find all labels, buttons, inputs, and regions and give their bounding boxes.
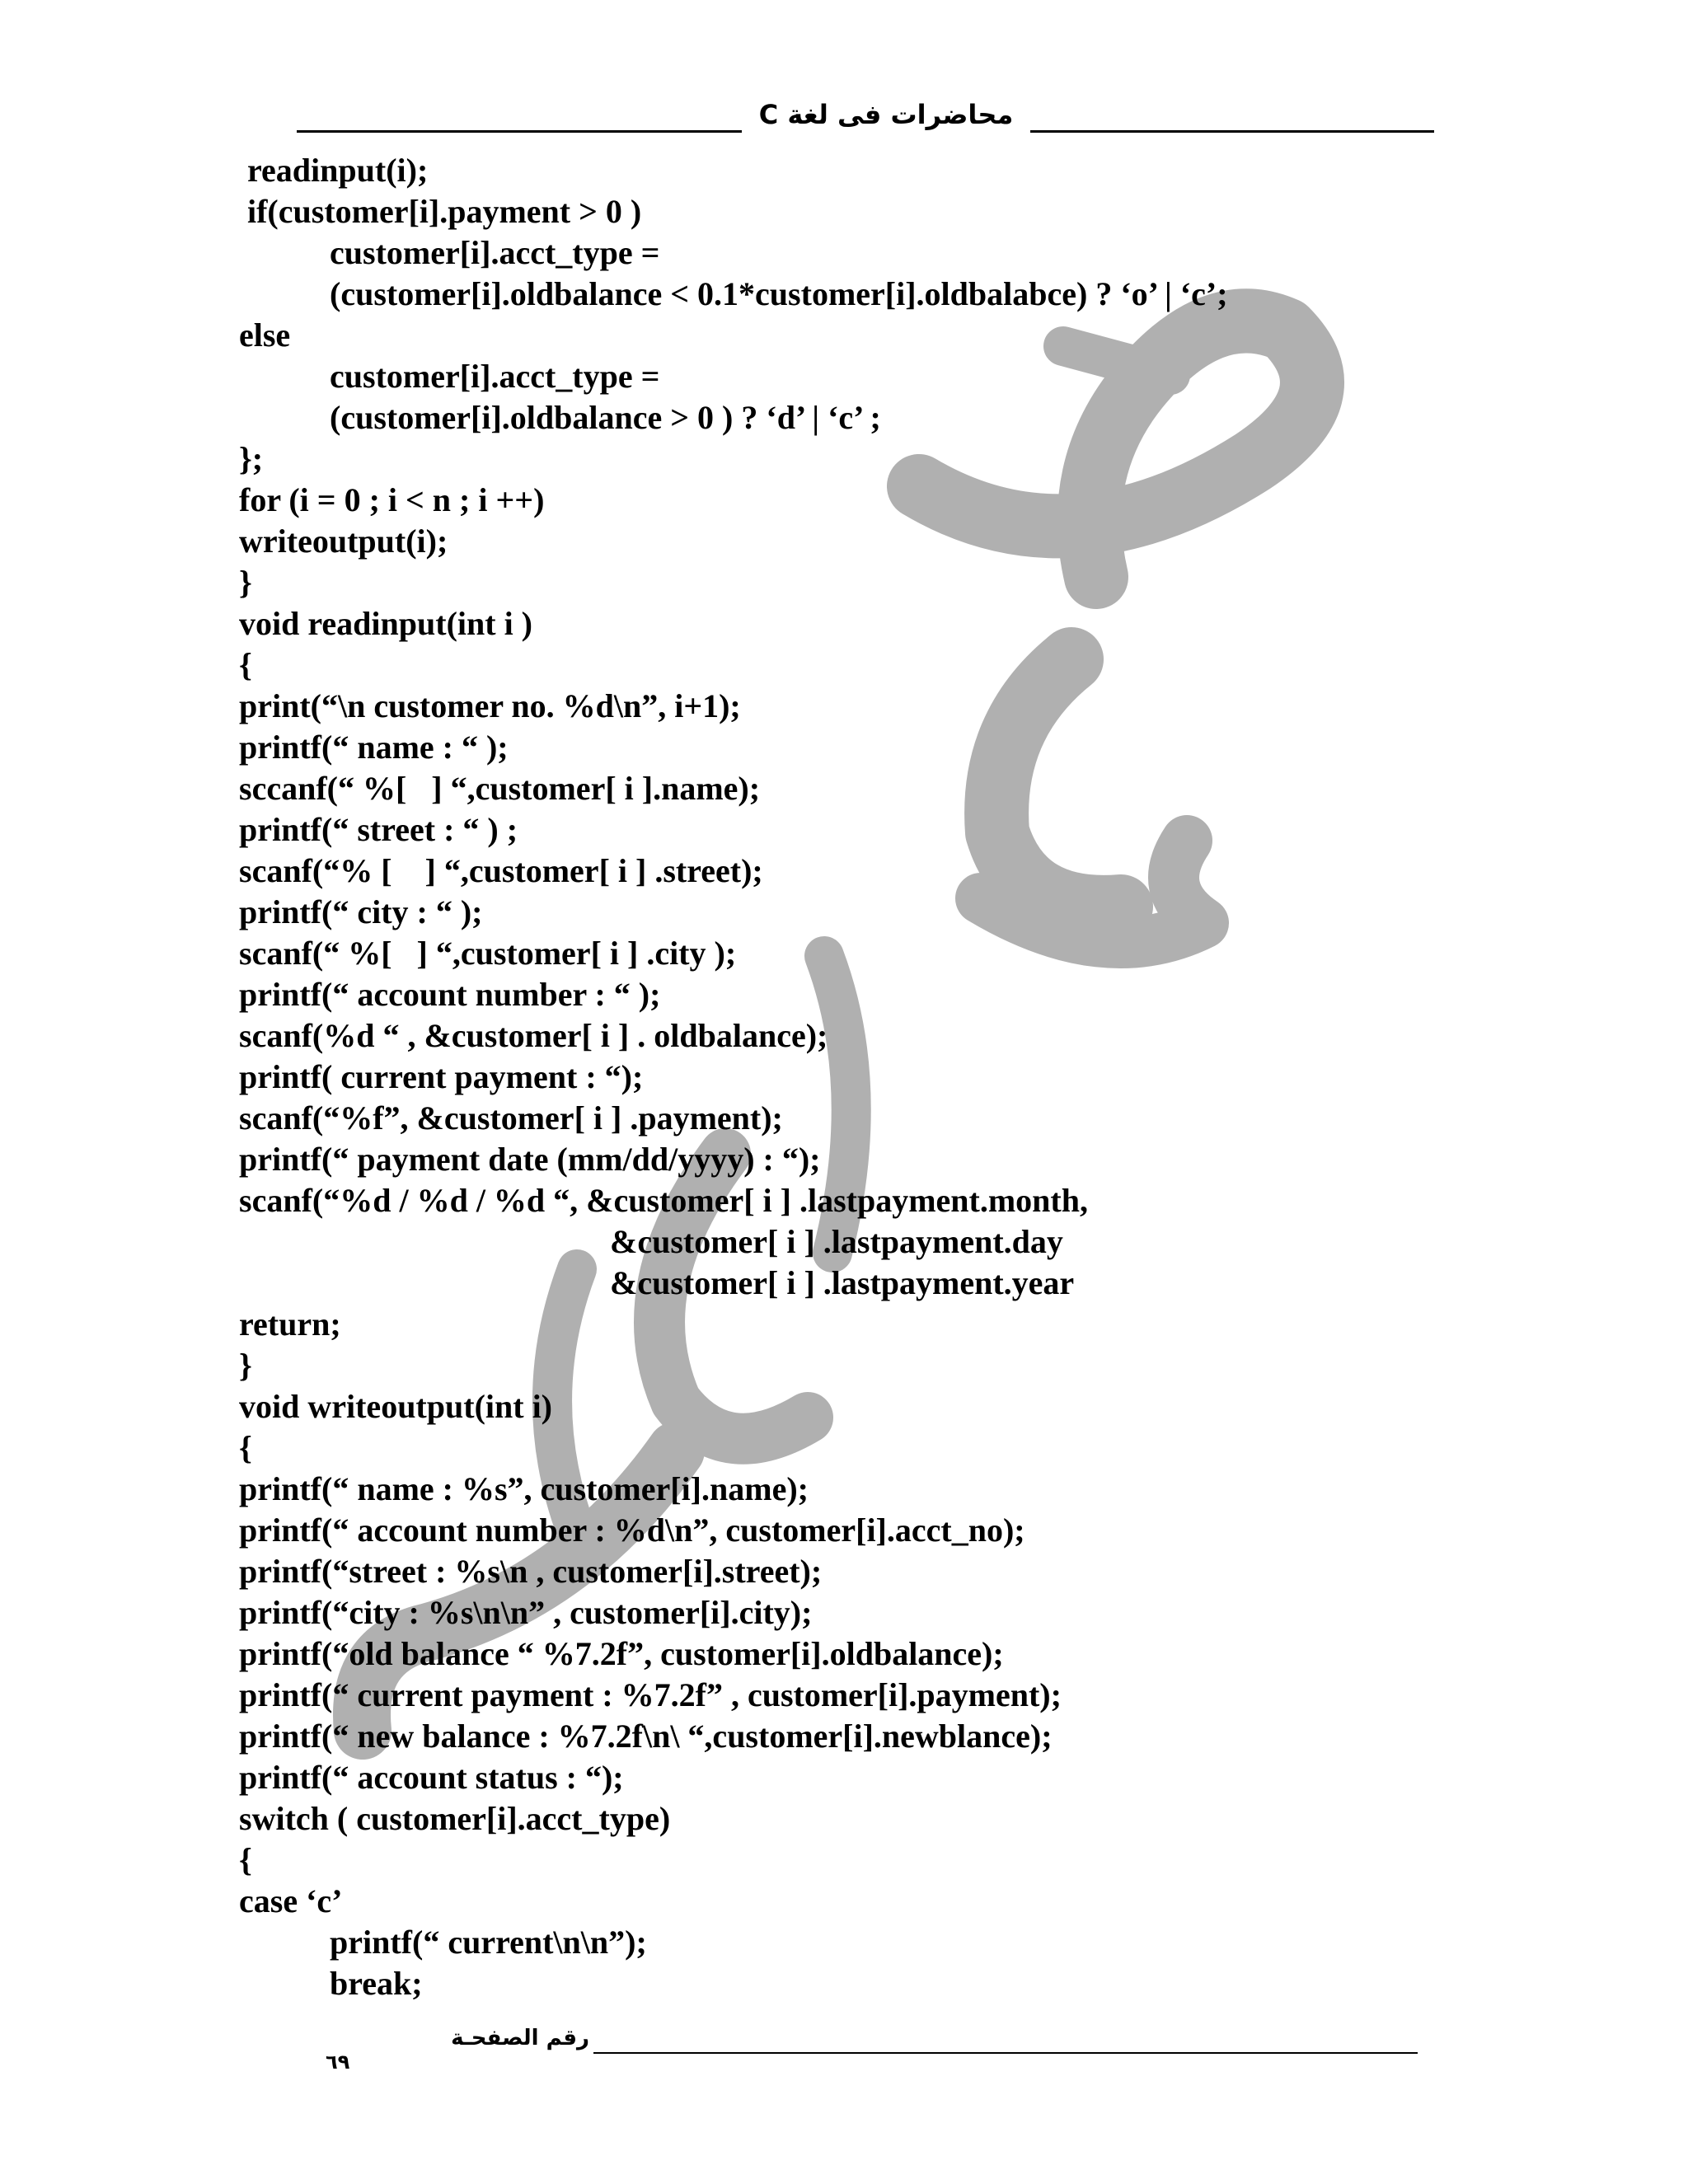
code-line: { — [239, 646, 252, 683]
code-line: else — [239, 316, 291, 354]
code-line: printf(“street : %s\n , customer[i].street); — [239, 1553, 823, 1590]
code-line: printf(“ account number : %d\n”, customer[i].acct_no); — [239, 1511, 1025, 1549]
header-title: محاضرات فى لغة C — [758, 99, 1014, 130]
code-line: scanf(“%f”, &customer[ i ] .payment); — [239, 1099, 783, 1137]
code-line: printf(“city : %s\n\n” , customer[i].city); — [239, 1594, 813, 1631]
code-line: sccanf(“ %[ ] “,customer[ i ].name); — [239, 770, 761, 807]
code-line: printf(“ payment date (mm/dd/yyyy) : “); — [239, 1141, 821, 1178]
code-line: printf(“ new balance : %7.2f\n\ “,customer[i].newblance); — [239, 1718, 1053, 1755]
watermark-stroke — [919, 321, 1312, 577]
code-line: { — [239, 1841, 252, 1878]
code-line: printf(“old balance “ %7.2f”, customer[i].oldbalance); — [239, 1635, 1004, 1672]
code-line: scanf(%d “ , &customer[ i ] . oldbalance); — [239, 1017, 828, 1054]
watermark-stroke — [981, 841, 1203, 943]
code-line: (customer[i].oldbalance < 0.1*customer[i].oldbalabce) ? ‘o’ | ‘c’; — [330, 275, 1228, 312]
code-line: (customer[i].oldbalance > 0 ) ? ‘d’ | ‘c’ ; — [330, 399, 881, 436]
code-line: scanf(“ %[ ] “,customer[ i ] .city ); — [239, 935, 737, 972]
code-line: } — [239, 564, 252, 601]
code-line: printf(“ account number : “ ); — [239, 976, 661, 1013]
code-line: printf(“ current\n\n”); — [330, 1924, 647, 1961]
code-line: if(customer[i].payment > 0 ) — [247, 193, 642, 230]
code-line: writeoutput(i); — [239, 523, 448, 560]
code-line: printf(“ account status : “); — [239, 1759, 624, 1796]
code-line: for (i = 0 ; i < n ; i ++) — [239, 481, 545, 518]
code-line: printf(“ name : “ ); — [239, 729, 509, 766]
page-number: ٦٩ — [326, 2050, 350, 2074]
code-line: printf(“ street : “ ) ; — [239, 811, 518, 848]
header-rule-left — [297, 130, 742, 133]
code-line: print(“\n customer no. %d\n”, i+1); — [239, 687, 741, 724]
code-line: void writeoutput(int i) — [239, 1388, 552, 1425]
code-line: scanf(“%d / %d / %d “, &customer[ i ] .lastpayment.month, — [239, 1182, 1088, 1219]
footer-rule — [593, 2052, 1418, 2054]
code-line: customer[i].acct_type = — [330, 234, 660, 271]
code-line: printf(“ city : “ ); — [239, 893, 483, 930]
watermark-stroke — [1063, 346, 1170, 375]
code-line: }; — [239, 440, 264, 477]
footer-page-label: رقم الصفحـة — [451, 2026, 589, 2050]
watermark-stroke — [996, 659, 1121, 907]
code-line: { — [239, 1429, 252, 1466]
code-line: &customer[ i ] .lastpayment.year — [610, 1264, 1075, 1301]
code-line: scanf(“% [ ] “,customer[ i ] .street); — [239, 852, 763, 889]
code-line: &customer[ i ] .lastpayment.day — [610, 1223, 1063, 1260]
code-line: return; — [239, 1305, 341, 1343]
code-line: printf( current payment : “); — [239, 1058, 644, 1095]
code-line: } — [239, 1347, 252, 1384]
code-line: void readinput(int i ) — [239, 605, 532, 642]
code-line: printf(“ name : %s”, customer[i].name); — [239, 1470, 809, 1507]
code-line: customer[i].acct_type = — [330, 358, 660, 395]
code-line: case ‘c’ — [239, 1882, 343, 1919]
header-rule-right — [1030, 130, 1434, 133]
code-line: readinput(i); — [247, 152, 429, 189]
code-line: break; — [330, 1965, 423, 2002]
code-line: printf(“ current payment : %7.2f” , customer[i].payment); — [239, 1676, 1062, 1713]
code-line: switch ( customer[i].acct_type) — [239, 1800, 671, 1837]
